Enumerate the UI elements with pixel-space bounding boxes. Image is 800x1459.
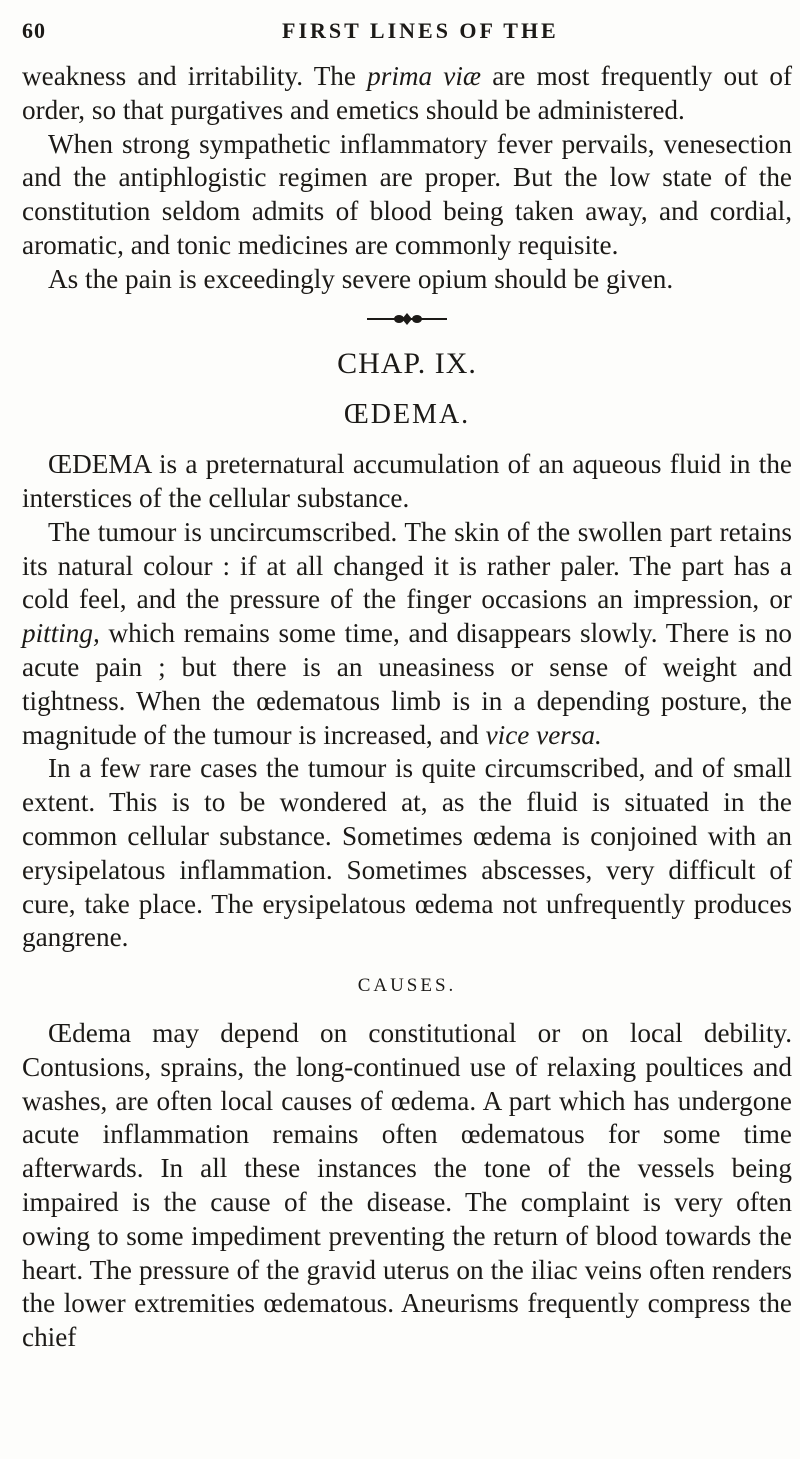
text-weakness-start: weakness and irritability. The	[22, 61, 356, 91]
running-header	[22, 18, 770, 52]
paragraph-causes: Œdema may depend on constitutional or on local debility. Contusions, sprains, the long-continued use of relaxing poultices and washes, are often local causes of œdema. A part which has undergone acute inflammation remains often œdematous for some time afterwards. In all these instances the tone of the vessels being impaired is the cause of the disease. The complaint is very often owing to some impediment preventing the return of blood towards the heart. The pressure of the gravid uterus on the iliac veins often renders the lower extremities œdematous. Aneurisms frequently compress the chief	[22, 1017, 792, 1353]
paragraph-fever: When strong sympathetic inflammatory fever pervails, venesection and the antiphlogistic regimen are proper. But the low state of the constitution seldom admits of blood being taken away, and cordial, aromatic, and tonic medicines are commonly requisite.	[22, 128, 792, 260]
ornamental-rule	[365, 309, 449, 329]
paragraph-weakness	[22, 60, 792, 128]
page-body	[22, 60, 792, 1355]
page-number: 60	[22, 18, 46, 43]
paragraph-oedema-symptoms	[22, 516, 792, 753]
chapter-number: CHAP. IX.	[337, 346, 477, 380]
text-symptoms-a: The tumour is uncircumscribed. The skin of the swollen part retains its natural colour : if at all changed it is rather paler. The part has a cold feel, and the pressure of the finger occasions an impression, or	[22, 516, 792, 615]
text-pitting: pitting,	[22, 618, 100, 649]
running-title: FIRST LINES OF THE	[282, 18, 559, 43]
text-symptoms-b: which remains some time, and disappears slowly. There is no acute pain ; but there is an uneasiness or sense of weight and tightness. When the œdematous limb is in a depending posture, the magnitude of the tumour is increased, and	[22, 618, 793, 750]
text-prima-viae: prima viæ	[367, 61, 482, 91]
paragraph-oedema-definition: ŒDEMA is a preternatural accumulation of an aqueous fluid in the interstices of the cellular substance.	[22, 449, 792, 513]
text-weakness-end: are most frequently out of order, so that purgatives and emetics should be administered.	[22, 61, 793, 125]
causes-heading: CAUSES.	[357, 975, 457, 997]
chapter-title: ŒDEMA.	[343, 399, 471, 431]
paragraph-pain: As the pain is exceedingly severe opium should be given.	[48, 263, 674, 294]
paragraph-oedema-rare-cases: In a few rare cases the tumour is quite circumscribed, and of small extent. This is to be wondered at, as the fluid is situated in the common cellular substance. Sometimes œdema is conjoined with an erysipelatous inflammation. Sometimes abscesses, very difficult of cure, take place. The erysipelatous œdema not unfrequently produces gangrene.	[22, 753, 792, 953]
text-vice-versa: vice versa.	[485, 719, 602, 750]
